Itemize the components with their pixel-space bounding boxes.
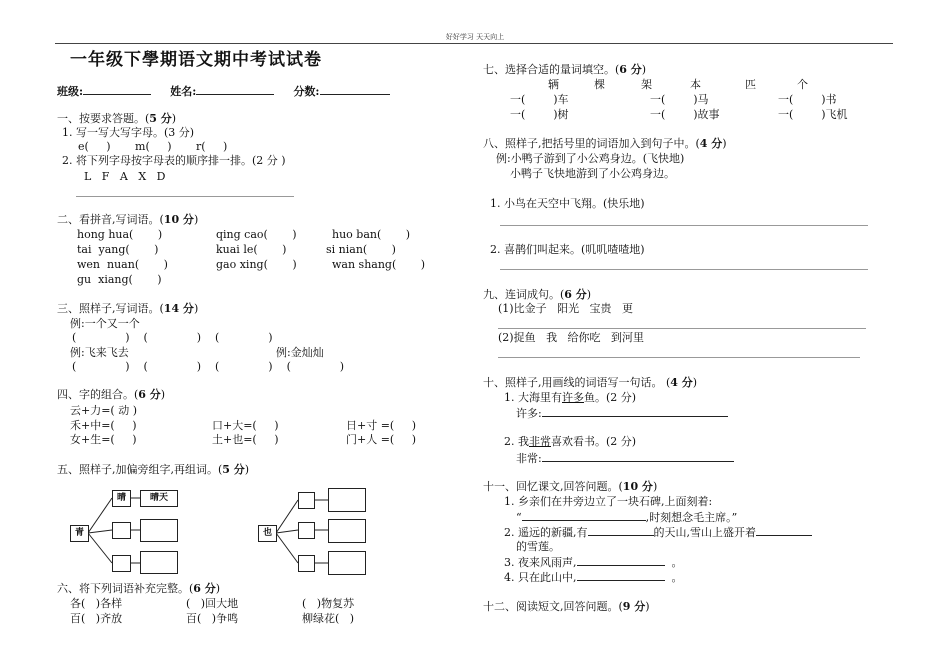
word-choice: 个 — [797, 78, 808, 91]
answer-line[interactable] — [542, 406, 728, 417]
section-11-q2: 2. 遥远的新疆,有 的天山,雪山上盛开着 — [504, 525, 812, 540]
idiom-item[interactable]: 柳绿花( ) — [302, 612, 355, 625]
idiom-item[interactable]: 百( )齐放 — [70, 612, 123, 625]
answer-line[interactable] — [522, 510, 646, 521]
char-combo[interactable]: 日+寸 =( ) — [346, 419, 416, 432]
word-answer-box[interactable] — [328, 551, 366, 575]
word-choice: 匹 — [745, 78, 756, 91]
class-label: 班级: — [57, 85, 84, 98]
section-2-heading: 二、看拼音,写词语。(10 分) — [57, 213, 199, 226]
section-1-q2: 2. 将下列字母按字母表的顺序排一排。(2 分 ) — [62, 154, 286, 167]
measure-word-item[interactable]: 一( )书 — [778, 93, 837, 106]
section-10-q2: 2. 我非常喜欢看书。(2 分) — [504, 435, 637, 448]
answer-line[interactable] — [498, 357, 860, 358]
example-text: 例:金灿灿 — [276, 346, 324, 359]
char-answer-box[interactable] — [112, 522, 131, 539]
char-answer-box[interactable] — [298, 522, 315, 539]
pinyin-item[interactable]: qing cao( ) — [216, 228, 297, 241]
section-10-q1-answer: 许多: — [516, 406, 728, 421]
example-text: 例:一个又一个 — [70, 317, 140, 330]
pinyin-item[interactable]: si nian( ) — [326, 243, 396, 256]
section-7-heading: 七、选择合适的量词填空。(6 分) — [483, 63, 647, 76]
idiom-item[interactable]: ( )物复苏 — [302, 597, 355, 610]
answer-line[interactable] — [577, 570, 665, 581]
section-9-heading: 九、连词成句。(6 分) — [483, 288, 592, 301]
pinyin-item[interactable]: gu xiang( ) — [77, 273, 162, 286]
char-combo[interactable]: 门+人 =( ) — [346, 433, 416, 446]
example-word-box: 晴天 — [140, 490, 178, 507]
char-answer-box[interactable] — [298, 492, 315, 509]
answer-line[interactable] — [577, 555, 665, 566]
page-title: 一年级下學期语文期中考试试卷 — [70, 50, 322, 70]
section-1-q1-letters[interactable]: e( ) m( ) r( ) — [78, 140, 228, 153]
answer-line[interactable] — [588, 525, 654, 536]
section-9-q1: (1)比金子 阳光 宝贵 更 — [498, 302, 634, 315]
char-answer-box[interactable] — [298, 555, 315, 572]
char-combo[interactable]: 禾+中=( ) — [70, 419, 137, 432]
char-combo: 云+力=( 动 ) — [70, 404, 138, 417]
word-choice: 棵 — [594, 78, 605, 91]
word-answer-box[interactable] — [140, 519, 178, 542]
section-11-q2-cont: 的雪莲。 — [516, 540, 560, 553]
section-4-heading: 四、字的组合。(6 分) — [57, 388, 166, 401]
word-answer-box[interactable] — [328, 519, 366, 543]
pinyin-item[interactable]: wan shang( ) — [332, 258, 426, 271]
word-choice: 架 — [641, 78, 652, 91]
pinyin-item[interactable]: huo ban( ) — [332, 228, 411, 241]
section-8-q1: 1. 小鸟在天空中飞翔。(快乐地) — [490, 197, 645, 210]
char-combo[interactable]: 女+生=( ) — [70, 433, 137, 446]
pinyin-item[interactable]: hong hua( ) — [77, 228, 163, 241]
measure-word-item[interactable]: 一( )故事 — [650, 108, 720, 121]
radical-root-box: 也 — [258, 525, 277, 542]
char-combo[interactable]: 土+也=( ) — [212, 433, 279, 446]
example-text: 小鸭子飞快地游到了小公鸡身边。 — [510, 167, 675, 180]
answer-line[interactable] — [542, 451, 734, 462]
section-9-q2: (2)捉鱼 我 给你吃 到河里 — [498, 331, 645, 344]
section-6-heading: 六、将下列词语补充完整。(6 分) — [57, 582, 221, 595]
section-12-heading: 十二、阅读短文,回答问题。(9 分) — [483, 600, 650, 613]
measure-word-item[interactable]: 一( )车 — [510, 93, 569, 106]
section-11-q1: 1. 乡亲们在井旁边立了一块石碑,上面刻着: — [504, 495, 713, 508]
section-3-heading: 三、照样子,写词语。(14 分) — [57, 302, 199, 315]
section-11-q4: 4. 只在此山中, 。 — [504, 571, 683, 584]
answer-line[interactable] — [756, 525, 812, 536]
idiom-item[interactable]: ( )回大地 — [186, 597, 239, 610]
measure-word-item[interactable]: 一( )树 — [510, 108, 569, 121]
answer-line[interactable] — [500, 225, 868, 226]
pinyin-item[interactable]: tai yang( ) — [77, 243, 159, 256]
section-10-q1: 1. 大海里有许多鱼。(2 分) — [504, 391, 637, 404]
char-answer-box[interactable] — [112, 555, 131, 572]
idiom-item[interactable]: 百( )争鸣 — [186, 612, 239, 625]
header-motto: 好好学习 天天向上 — [445, 33, 505, 41]
fill-blank-row[interactable]: ( ) ( ) ( ) — [72, 331, 273, 344]
underlined-word: 非常 — [529, 435, 551, 448]
section-8-q2: 2. 喜鹊们叫起来。(叽叽喳喳地) — [490, 243, 645, 256]
fill-blank-row[interactable]: ( ) ( ) ( ) ( ) — [72, 360, 345, 373]
name-label: 姓名: — [170, 85, 197, 98]
measure-word-item[interactable]: 一( )飞机 — [778, 108, 848, 121]
section-1-q1: 1. 写一写大写字母。(3 分) — [62, 126, 195, 139]
section-10-heading: 十、照样子,用画线的词语写一句话。 (4 分) — [483, 376, 698, 389]
answer-line[interactable] — [498, 328, 866, 329]
radical-root-box: 青 — [70, 525, 89, 542]
example-text: 例:小鸭子游到了小公鸡身边。(飞快地) — [496, 152, 685, 165]
section-11-q3: 3. 夜来风雨声, 。 — [504, 556, 683, 569]
section-11-heading: 十一、回忆课文,回答问题。(10 分) — [483, 480, 658, 493]
word-answer-box[interactable] — [328, 488, 366, 512]
word-choice: 本 — [690, 78, 701, 91]
word-choice: 辆 — [548, 78, 559, 91]
score-label: 分数: — [293, 85, 320, 98]
section-11-q1-fill: “ ,时刻想念毛主席。” — [516, 511, 738, 524]
section-5-heading: 五、照样子,加偏旁组字,再组词。(5 分) — [57, 463, 250, 476]
section-8-heading: 八、照样子,把括号里的词语加入到句子中。(4 分) — [483, 137, 727, 150]
section-1-heading: 一、按要求答题。(5 分) — [57, 112, 177, 125]
answer-line[interactable] — [500, 269, 868, 270]
idiom-item[interactable]: 各( )各样 — [70, 597, 123, 610]
example-char-box: 晴 — [112, 490, 131, 507]
pinyin-item[interactable]: wen nuan( ) — [77, 258, 168, 271]
char-combo[interactable]: 口+大=( ) — [212, 419, 279, 432]
measure-word-item[interactable]: 一( )马 — [650, 93, 709, 106]
word-answer-box[interactable] — [140, 551, 178, 574]
pinyin-item[interactable]: gao xing( ) — [216, 258, 297, 271]
pinyin-item[interactable]: kuai le( ) — [216, 243, 287, 256]
section-10-q2-answer: 非常: — [516, 451, 734, 466]
underlined-word: 许多 — [562, 391, 584, 404]
example-text: 例:飞来飞去 — [70, 346, 129, 359]
section-1-q2-letters: L F A X D — [84, 170, 166, 183]
